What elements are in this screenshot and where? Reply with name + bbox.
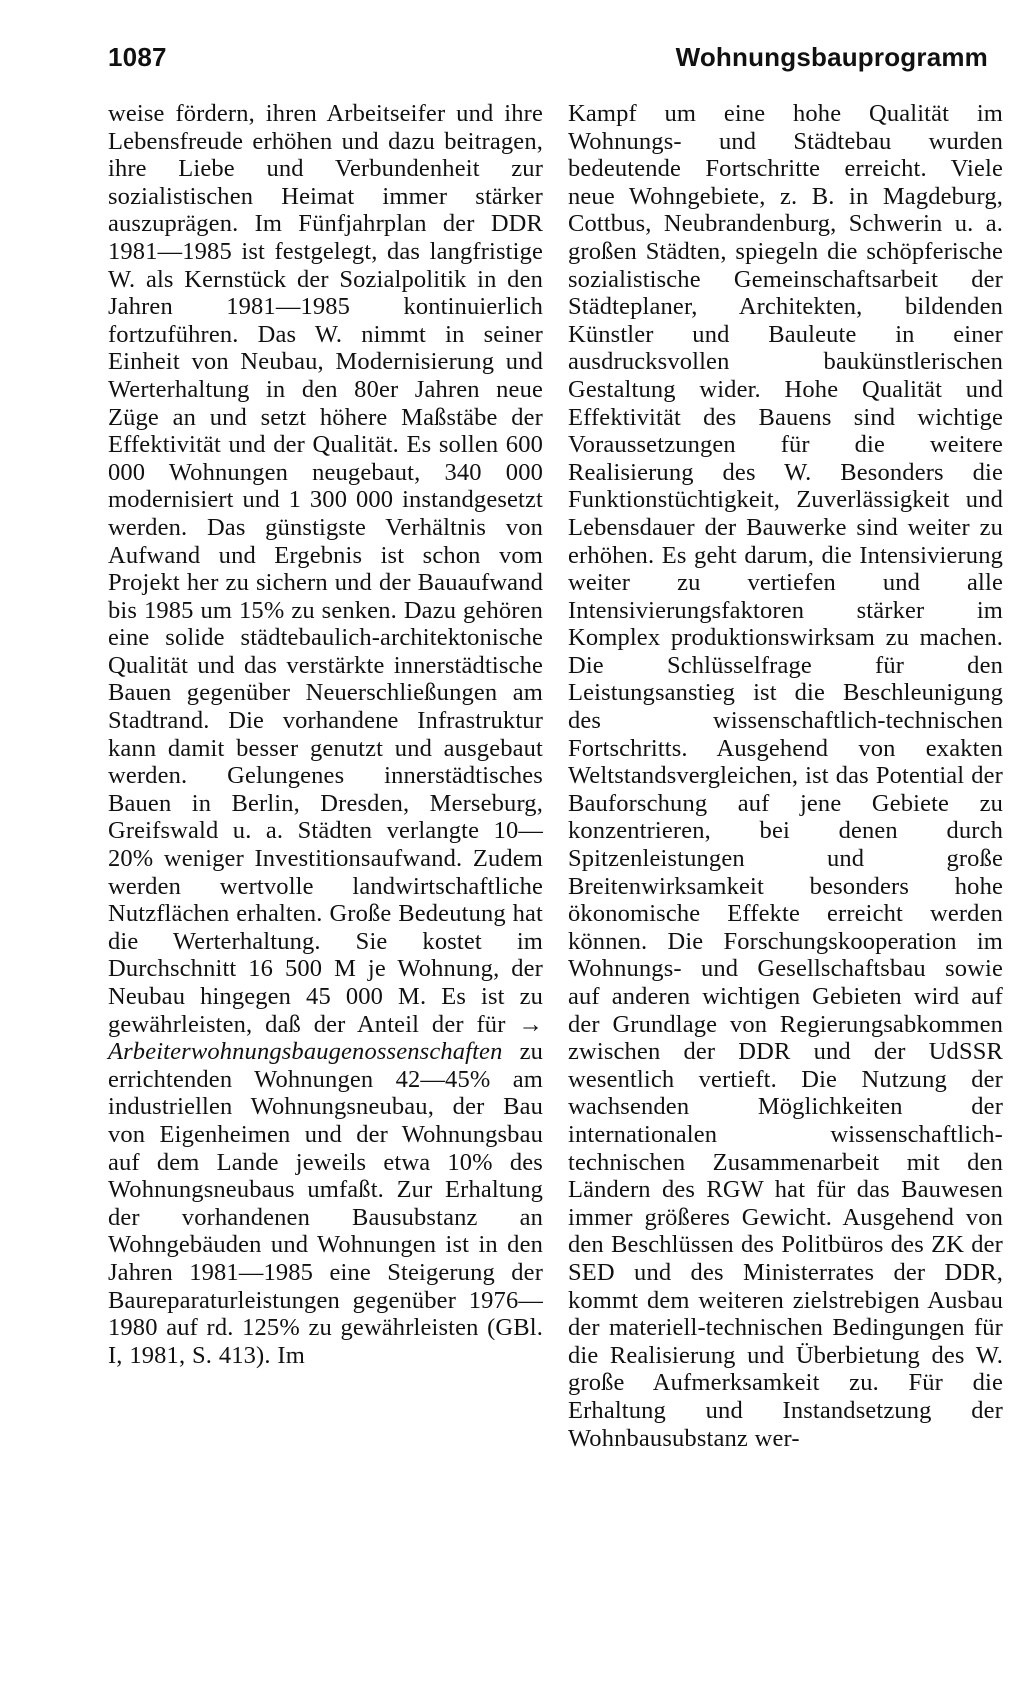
left-column (108, 100, 543, 1369)
left-column-text-start: weise fördern, ihren Arbeitseifer und ihre Lebensfreude erhöhen und dazu beitragen, ihre Liebe und Verbundenheit zur sozialistischen Heimat immer stärker auszuprägen. Im Fünfjahrplan der DDR 1981—1985 ist festgelegt, das langfristige W. als Kernstück der Sozialpolitik in den Jahren 1981—1985 kontinuierlich fortzuführen. Das W. nimmt in seiner Einheit von Neubau, Modernisierung und Werterhaltung in den 80er Jahren neue Züge an und setzt höhere Maßstäbe der Effektivität und der Qualität. Es sollen 600 000 Wohnungen neugebaut, 340 000 modernisiert und 1 300 000 instandgesetzt werden. Das günstigste Verhältnis von Aufwand und Ergebnis ist schon vom Projekt her zu sichern und der Bauaufwand bis 1985 um 15% zu senken. Dazu gehören eine solide städtebaulich-architektonische Qualität und das verstärkte innerstädtische Bauen gegenüber Neuerschließungen am Stadtrand. Die vorhandene Infrastruktur kann damit besser genutzt und ausgebaut werden. Gelungenes innerstädtisches Bauen in Berlin, Dresden, Merseburg, Greifswald u. a. Städten verlangte 10—20% weniger Investitionsaufwand. Zudem werden wertvolle landwirtschaftliche Nutzflächen erhalten. Große Bedeutung hat die Werterhaltung. Sie kostet im Durchschnitt 16 500 M je Wohnung, der Neubau hingegen 45 000 M. Es ist zu gewährleisten, daß der Anteil der für (108, 100, 543, 1038)
cross-reference-term: Arbeiterwohnungsbaugenossenschaften (108, 1038, 503, 1066)
page-number: 1087 (108, 42, 167, 72)
page-header (108, 42, 988, 76)
right-column (568, 100, 1003, 1452)
left-column-text-end: zu errichtenden Wohnungen 42—45% am industriellen Wohnungsneubau, der Bau von Eigenheimen und der Wohnungsbau auf dem Lande jeweils etwa 10% des Wohnungsneubaus umfaßt. Zur Erhaltung der vorhandenen Bausubstanz an Wohngebäuden und Wohnungen ist in den Jahren 1981—1985 eine Steigerung der Baureparaturleistungen gegenüber 1976—1980 auf rd. 125% zu gewährleisten (GBl. I, 1981, S. 413). Im (108, 1038, 543, 1369)
right-column-text: Kampf um eine hohe Qualität im Wohnungs- und Städtebau wurden bedeutende Fortschritte erreicht. Viele neue Wohngebiete, z. B. in Magdeburg, Cottbus, Neubrandenburg, Schwerin u. a. großen Städten, spiegeln die schöpferische sozialistische Gemeinschaftsarbeit der Städteplaner, Architekten, bildenden Künstler und Bauleute in einer ausdrucksvollen baukünstlerischen Gestaltung wider. Hohe Qualität und Effektivität des Bauens sind wichtige Voraussetzungen für die weitere Realisierung des W. Besonders die Funktionstüchtigkeit, Zuverlässigkeit und Lebensdauer der Bauwerke sind weiter zu erhöhen. Es geht darum, die Intensivierung weiter zu vertiefen und alle Intensivierungsfaktoren stärker im Komplex produktionswirksam zu machen. Die Schlüsselfrage für den Leistungsanstieg ist die Beschleunigung des wissenschaftlich-technischen Fortschritts. Ausgehend von exakten Weltstandsvergleichen, ist das Potential der Bauforschung auf jene Gebiete zu konzentrieren, bei denen durch Spitzenleistungen und große Breitenwirksamkeit besonders hohe ökonomische Effekte erreicht werden können. Die Forschungskooperation im Wohnungs- und Gesellschaftsbau sowie auf anderen wichtigen Gebieten wird auf der Grundlage von Regierungsabkommen zwischen der DDR und der UdSSR wesentlich vertieft. Die Nutzung der wachsenden Möglichkeiten der internationalen wissenschaftlich-technischen Zusammenarbeit mit den Ländern des RGW hat für das Bauwesen immer größeres Gewicht. Ausgehend von den Beschlüssen des Politbüros des ZK der SED und des Ministerrates der DDR, kommt dem weiteren zielstrebigen Ausbau der materiell-technischen Bedingungen für die Realisierung und Überbietung des W. große Aufmerksamkeit zu. Für die Erhaltung und Instandsetzung der Wohnbausubstanz wer- (568, 100, 1003, 1452)
running-head: Wohnungsbauprogramm (675, 42, 988, 72)
cross-reference-arrow: → (518, 1010, 543, 1038)
